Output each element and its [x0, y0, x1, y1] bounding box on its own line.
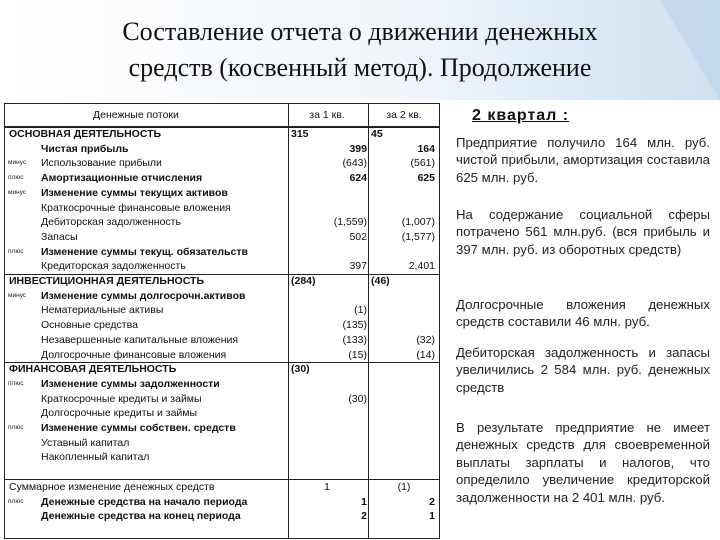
row-value-q1: (30) [348, 392, 367, 405]
row-value-q2: (1,007) [401, 216, 435, 229]
table-row [5, 215, 439, 229]
table-row [5, 245, 439, 259]
title-line-2: средств (косвенный метод). Продолжение [128, 53, 592, 82]
table-row [5, 230, 439, 244]
section-divider [5, 479, 439, 480]
row-value-q1: (643) [342, 157, 367, 170]
row-label: Изменение суммы текущих активов [41, 186, 228, 199]
table-row [5, 318, 439, 332]
section-divider [5, 362, 439, 363]
row-label: Долгосрочные финансовые вложения [41, 348, 227, 361]
row-value-q2: 625 [417, 172, 435, 185]
table-row [5, 201, 439, 215]
row-sign: минус [8, 188, 27, 196]
row-value-q2: 45 [371, 128, 383, 140]
table-row [5, 333, 439, 347]
row-label: ОСНОВНАЯ ДЕЯТЕЛЬНОСТЬ [9, 128, 162, 140]
row-value-q1: (1,559) [333, 216, 367, 229]
section-divider [5, 274, 439, 275]
row-value-q1: 502 [349, 230, 367, 243]
row-value-q2: 2,401 [408, 260, 435, 273]
row-sign: плюс [8, 247, 24, 255]
row-value-q1: (1) [354, 304, 367, 317]
row-value-q2: (14) [416, 348, 435, 361]
row-label: Амортизационные отчисления [41, 172, 203, 185]
row-value-q2: 164 [417, 142, 435, 155]
row-sign: минус [8, 159, 27, 167]
row-label: Запасы [41, 230, 78, 243]
row-label: Краткосрочные кредиты и займы [41, 392, 202, 405]
row-label: Чистая прибыль [41, 142, 129, 155]
row-value-q1: (284) [291, 275, 316, 287]
table-row [5, 156, 439, 170]
row-value-q2: (32) [416, 333, 435, 346]
note-paragraph-4: Дебиторская задолженность и запасы увеличились 2 584 млн. руб. денежных средств [456, 345, 710, 395]
table-row [5, 421, 439, 435]
table-row [5, 450, 439, 464]
header-q2: за 2 кв. [386, 109, 422, 121]
row-label: Уставный капитал [41, 436, 130, 449]
table-row [5, 348, 439, 362]
table-row [5, 465, 439, 479]
table-row [5, 142, 439, 156]
note-paragraph-5: В результате предприятие не имеет денежных средств для своевременной выплаты зарплаты и налогов, что определило увеличение кредиторской задолженности на 2 401 млн. руб. [456, 420, 710, 505]
row-sign: плюс [8, 424, 24, 431]
header-divider [5, 126, 439, 127]
row-label: Долгосрочные кредиты и займы [41, 407, 198, 420]
table-row [5, 392, 439, 406]
row-value-q2: 1 [429, 510, 435, 523]
column-divider [368, 104, 369, 538]
table-row [5, 289, 439, 303]
row-value-q1: 315 [291, 128, 309, 140]
row-label: Суммарное изменение денежных средств [9, 480, 215, 493]
notes-heading: 2 квартал : [472, 107, 570, 124]
row-value-q1: 1 [361, 495, 367, 508]
row-sign: минус [8, 291, 27, 299]
table-row [5, 362, 439, 376]
table-row [5, 274, 439, 288]
cash-flow-table [4, 103, 440, 539]
table-row [5, 186, 439, 200]
row-label: Изменение суммы текущ. обязательств [41, 245, 248, 258]
table-row [5, 480, 439, 494]
row-value-q1: 2 [361, 510, 367, 523]
table-row [5, 171, 439, 185]
row-value-q1: (133) [342, 333, 367, 346]
row-label: Основные средства [41, 319, 138, 332]
row-label: Нематериальные активы [41, 304, 164, 317]
row-label: Изменение суммы собствен. средств [41, 422, 236, 434]
row-value-q2: (1) [397, 480, 411, 493]
row-label: Кредиторская задолженность [41, 260, 186, 273]
table-row [5, 127, 439, 141]
table-row [5, 377, 439, 391]
row-label: Накопленный капитал [41, 451, 150, 464]
row-label: Краткосрочные финансовые вложения [41, 201, 231, 214]
row-value-q2: (561) [410, 157, 435, 170]
table-row [5, 495, 439, 509]
row-value-q1: 1 [324, 480, 330, 493]
table-header-row [5, 108, 439, 122]
row-label: Денежные средства на начало периода [41, 495, 248, 508]
table-row [5, 259, 439, 273]
row-value-q1: 397 [349, 260, 367, 273]
header-q1: за 1 кв. [309, 109, 345, 121]
table-row [5, 436, 439, 450]
row-sign: плюс [8, 497, 24, 505]
row-label: Использование прибыли [41, 157, 162, 170]
note-paragraph-3: Долгосрочные вложения денежных средств составили 46 млн. руб. [456, 297, 710, 330]
row-label: ФИНАНСОВАЯ ДЕЯТЕЛЬНОСТЬ [9, 363, 177, 376]
row-label: Дебиторская задолженность [41, 216, 181, 229]
slide-title [20, 14, 700, 86]
table-row [5, 406, 439, 420]
row-label: ИНВЕСТИЦИОННАЯ ДЕЯТЕЛЬНОСТЬ [9, 275, 204, 287]
row-sign: плюс [8, 379, 24, 387]
row-label: Незавершенные капитальные вложения [41, 333, 239, 346]
row-value-q1: (135) [342, 319, 367, 332]
row-label: Денежные средства на конец периода [41, 510, 241, 523]
row-value-q1: 624 [349, 172, 367, 185]
row-value-q1: (30) [291, 363, 310, 376]
title-line-1: Составление отчета о движении денежных [122, 17, 598, 46]
row-value-q2: 2 [429, 495, 435, 508]
row-value-q2: (46) [371, 275, 390, 287]
row-value-q2: (1,577) [401, 230, 435, 243]
row-value-q1: 399 [349, 142, 367, 155]
header-flows: Денежные потоки [93, 109, 179, 121]
note-paragraph-2: На содержание социальной сферы потрачено 561 млн.руб. (вся прибыль и 397 млн. руб. из оборотных средств) [456, 207, 710, 257]
column-divider [288, 104, 289, 538]
table-row [5, 509, 439, 523]
row-value-q1: (15) [348, 348, 367, 361]
table-row [5, 303, 439, 317]
row-label: Изменение суммы долгосрочн.активов [41, 289, 246, 302]
row-label: Изменение суммы задолженности [41, 377, 220, 390]
row-sign: плюс [8, 174, 24, 182]
note-paragraph-1: Предприятие получило 164 млн. руб. чистой прибыли, амортизация составила 625 млн. руб. [456, 135, 710, 185]
